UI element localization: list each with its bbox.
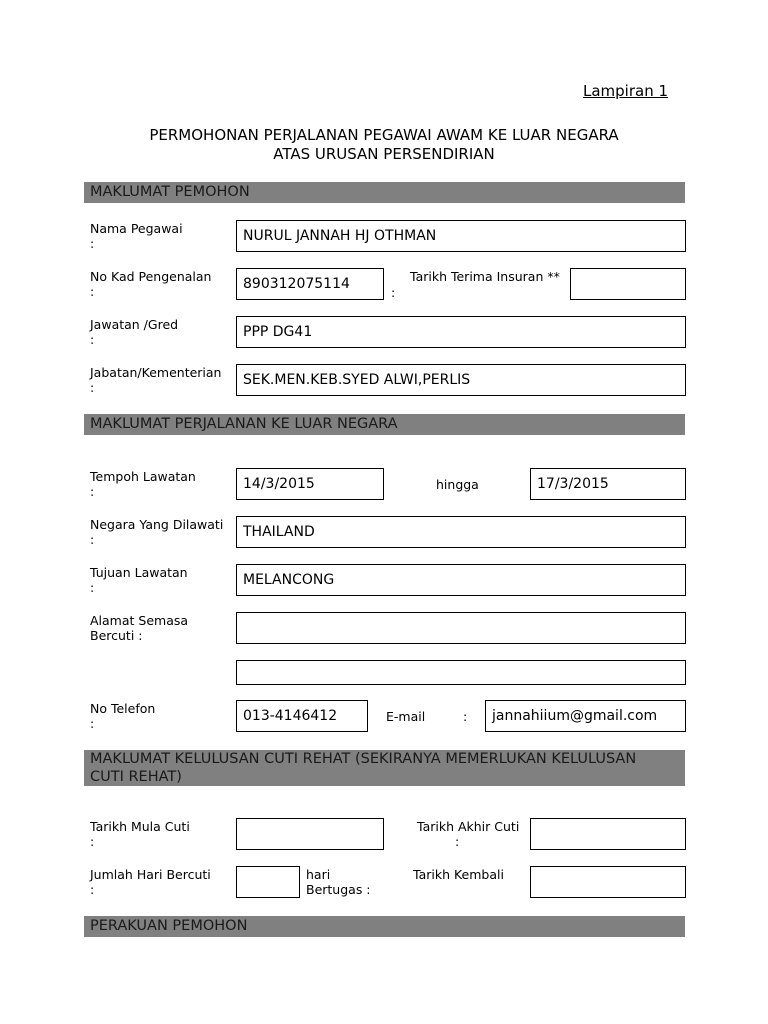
- tarikh-insuran-label: Tarikh Terima Insuran **: [410, 269, 560, 284]
- kad-colon: :: [391, 285, 396, 300]
- section-header-perjalanan: MAKLUMAT PERJALANAN KE LUAR NEGARA: [84, 414, 685, 435]
- negara-label: Negara Yang Dilawati :: [90, 517, 224, 547]
- alamat-field-2[interactable]: [236, 660, 686, 685]
- jumlah-hari-field[interactable]: [236, 866, 300, 898]
- alamat-field-1[interactable]: [236, 612, 686, 644]
- telefon-label: No Telefon :: [90, 701, 156, 731]
- tarikh-akhir-label: Tarikh Akhir Cuti :: [417, 819, 520, 849]
- telefon-field[interactable]: 013-4146412: [236, 700, 368, 732]
- jumlah-hari-label: Jumlah Hari Bercuti :: [90, 867, 211, 897]
- negara-field[interactable]: THAILAND: [236, 516, 686, 548]
- jawatan-field[interactable]: PPP DG41: [236, 316, 686, 348]
- tempoh-from-field[interactable]: 14/3/2015: [236, 468, 384, 500]
- hingga-label: hingga: [436, 477, 479, 492]
- email-colon: :: [463, 709, 468, 724]
- jabatan-label: Jabatan/Kementerian :: [90, 365, 222, 395]
- nama-pegawai-label: Nama Pegawai :: [90, 221, 183, 251]
- form-title-line-1: PERMOHONAN PERJALANAN PEGAWAI AWAM KE LUAR NEGARA: [149, 126, 619, 144]
- tarikh-insuran-field[interactable]: [570, 268, 686, 300]
- tarikh-kembali-label: Tarikh Kembali: [413, 867, 504, 882]
- jabatan-field[interactable]: SEK.MEN.KEB.SYED ALWI,PERLIS: [236, 364, 686, 396]
- jawatan-label: Jawatan /Gred :: [90, 317, 179, 347]
- nama-pegawai-field[interactable]: NURUL JANNAH HJ OTHMAN: [236, 220, 686, 252]
- lampiran-label: Lampiran 1: [583, 82, 669, 100]
- section-header-perakuan: PERAKUAN PEMOHON: [84, 916, 685, 937]
- kad-pengenalan-label: No Kad Pengenalan :: [90, 269, 212, 299]
- email-field[interactable]: jannahiium@gmail.com: [485, 700, 686, 732]
- tempoh-lawatan-label: Tempoh Lawatan :: [90, 469, 196, 499]
- tujuan-label: Tujuan Lawatan :: [90, 565, 188, 595]
- tarikh-mula-label: Tarikh Mula Cuti :: [90, 819, 190, 849]
- hari-bertugas-label: hari Bertugas :: [306, 867, 371, 897]
- form-title-line-2: ATAS URUSAN PERSENDIRIAN: [273, 145, 495, 163]
- tarikh-mula-field[interactable]: [236, 818, 384, 850]
- tujuan-field[interactable]: MELANCONG: [236, 564, 686, 596]
- tempoh-to-field[interactable]: 17/3/2015: [530, 468, 686, 500]
- tarikh-kembali-field[interactable]: [530, 866, 686, 898]
- tarikh-akhir-field[interactable]: [530, 818, 686, 850]
- alamat-label: Alamat Semasa Bercuti :: [90, 613, 189, 643]
- kad-pengenalan-field[interactable]: 890312075114: [236, 268, 384, 300]
- email-label: E-mail: [386, 709, 426, 724]
- section-header-pemohon: MAKLUMAT PEMOHON: [84, 182, 685, 203]
- section-header-kelulusan: MAKLUMAT KELULUSAN CUTI REHAT (SEKIRANYA MEMERLUKAN KELULUSAN CUTI REHAT): [84, 750, 685, 786]
